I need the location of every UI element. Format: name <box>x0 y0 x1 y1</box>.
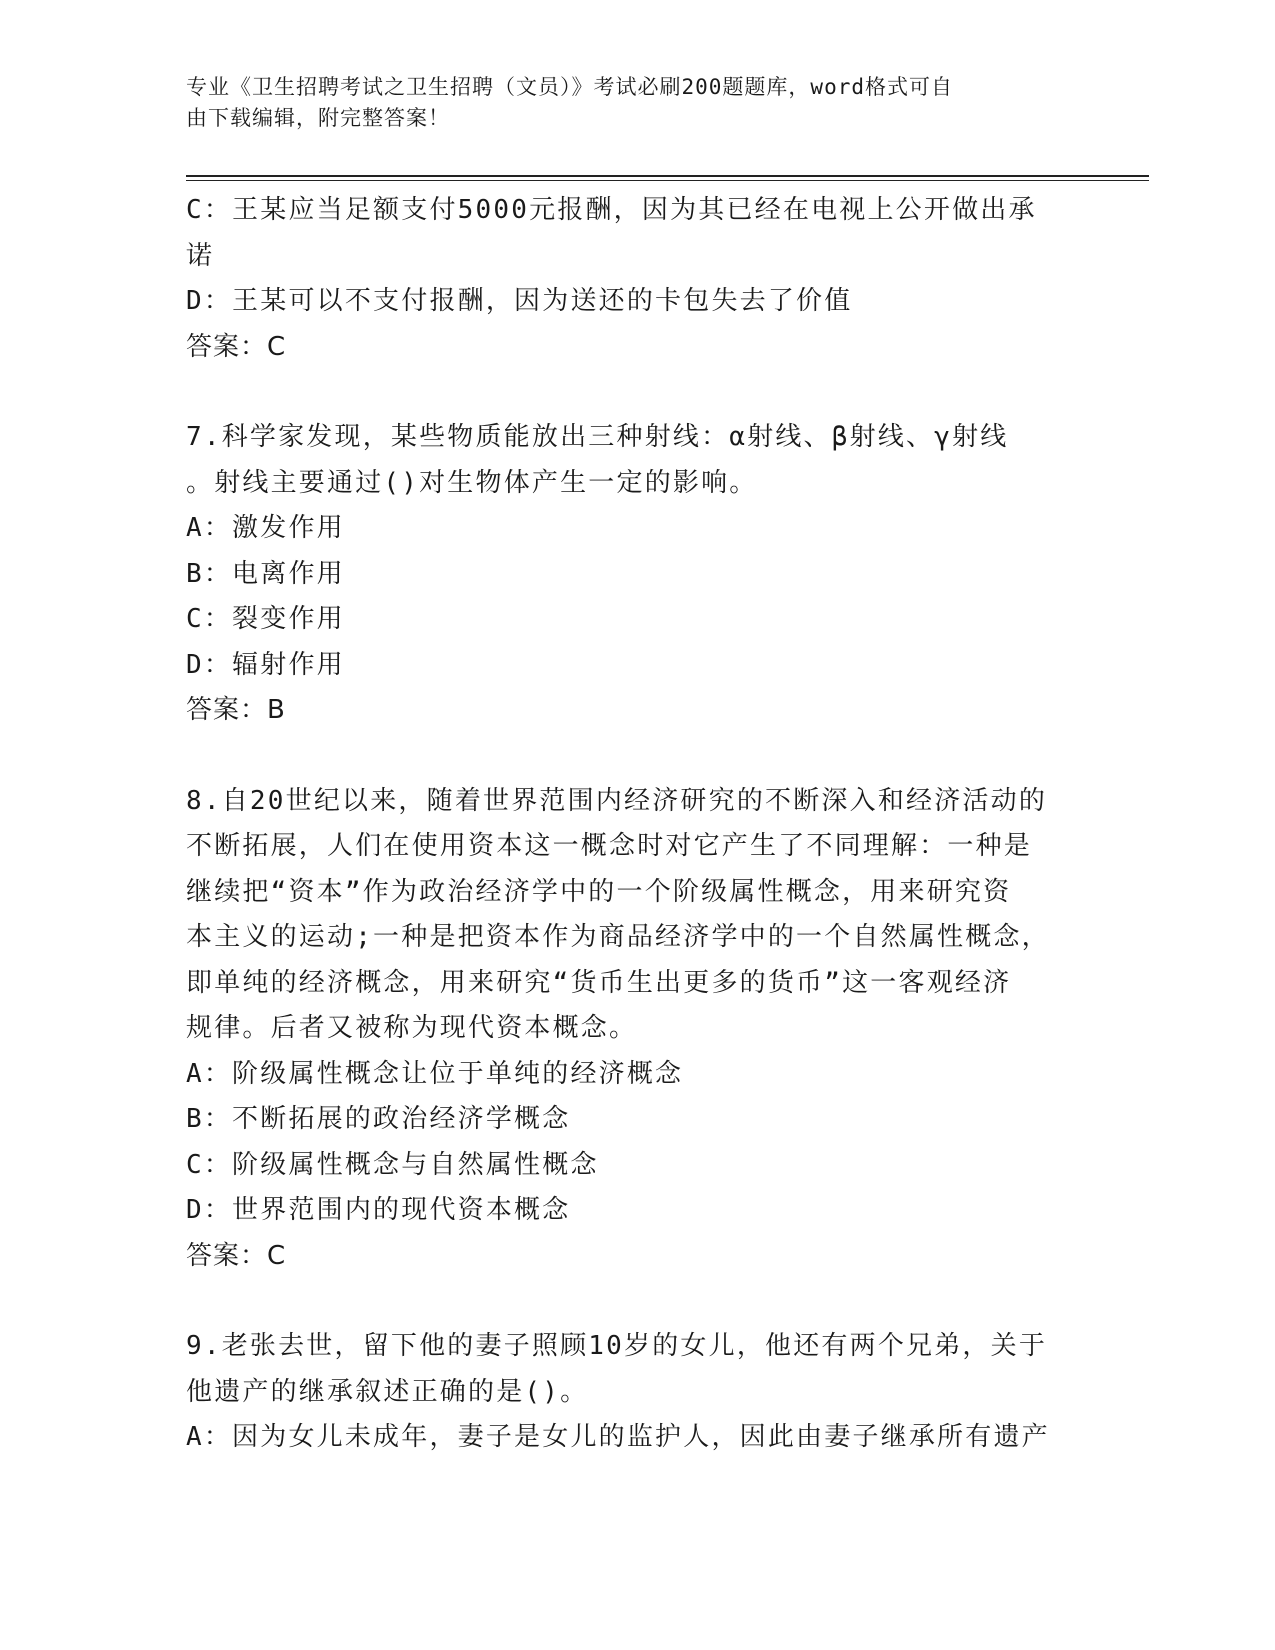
option-d: D：世界范围内的现代资本概念 <box>186 1195 571 1225</box>
question-9 <box>186 1324 1086 1461</box>
question-stem: 规律。后者又被称为现代资本概念。 <box>186 1013 638 1043</box>
spacer <box>186 370 1086 415</box>
answer-line: 答案：C <box>186 331 287 362</box>
option-b: B：不断拓展的政治经济学概念 <box>186 1104 571 1134</box>
document-header <box>186 72 1066 134</box>
question-6-continued <box>186 188 1086 370</box>
header-divider <box>186 180 1149 181</box>
question-8 <box>186 779 1086 1280</box>
spacer <box>186 734 1086 779</box>
question-stem: 本主义的运动;一种是把资本作为商品经济学中的一个自然属性概念， <box>186 922 1050 952</box>
question-stem: 7.科学家发现，某些物质能放出三种射线：α射线、β射线、γ射线 <box>186 422 1009 452</box>
document-body <box>186 188 1086 1461</box>
option-a: A：激发作用 <box>186 513 345 543</box>
option-b: B：电离作用 <box>186 558 345 589</box>
option-c: C：王某应当足额支付5000元报酬，因为其已经在电视上公开做出承 <box>186 195 1037 225</box>
question-stem: 即单纯的经济概念，用来研究“货币生出更多的货币”这一客观经济 <box>186 967 1012 998</box>
question-stem: 9.老张去世，留下他的妻子照顾10岁的女儿，他还有两个兄弟，关于 <box>186 1331 1048 1361</box>
option-c-continued: 诺 <box>186 240 215 271</box>
option-c: C：裂变作用 <box>186 604 345 634</box>
option-a: A：因为女儿未成年，妻子是女儿的监护人，因此由妻子继承所有遗产 <box>186 1422 1050 1452</box>
answer-line: 答案：C <box>186 1240 287 1271</box>
question-stem: 8.自20世纪以来，随着世界范围内经济研究的不断深入和经济活动的 <box>186 785 1048 816</box>
header-line: 由下载编辑，附完整答案！ <box>186 106 450 130</box>
header-line: 专业《卫生招聘考试之卫生招聘（文员）》考试必刷200题题库，word格式可自 <box>186 75 953 99</box>
question-stem: 他遗产的继承叙述正确的是()。 <box>186 1376 589 1407</box>
option-a: A：阶级属性概念让位于单纯的经济概念 <box>186 1058 684 1089</box>
question-stem: 不断拓展，人们在使用资本这一概念时对它产生了不同理解：一种是 <box>186 831 1033 861</box>
option-c: C：阶级属性概念与自然属性概念 <box>186 1149 599 1180</box>
option-d: D：辐射作用 <box>186 649 345 680</box>
answer-line: 答案：B <box>186 695 286 725</box>
question-7 <box>186 415 1086 734</box>
option-d: D：王某可以不支付报酬，因为送还的卡包失去了价值 <box>186 286 853 316</box>
question-stem: 继续把“资本”作为政治经济学中的一个阶级属性概念，用来研究资 <box>186 876 1012 907</box>
header-divider <box>186 175 1149 177</box>
spacer <box>186 1279 1086 1324</box>
question-stem: 。射线主要通过()对生物体产生一定的影响。 <box>186 467 758 498</box>
